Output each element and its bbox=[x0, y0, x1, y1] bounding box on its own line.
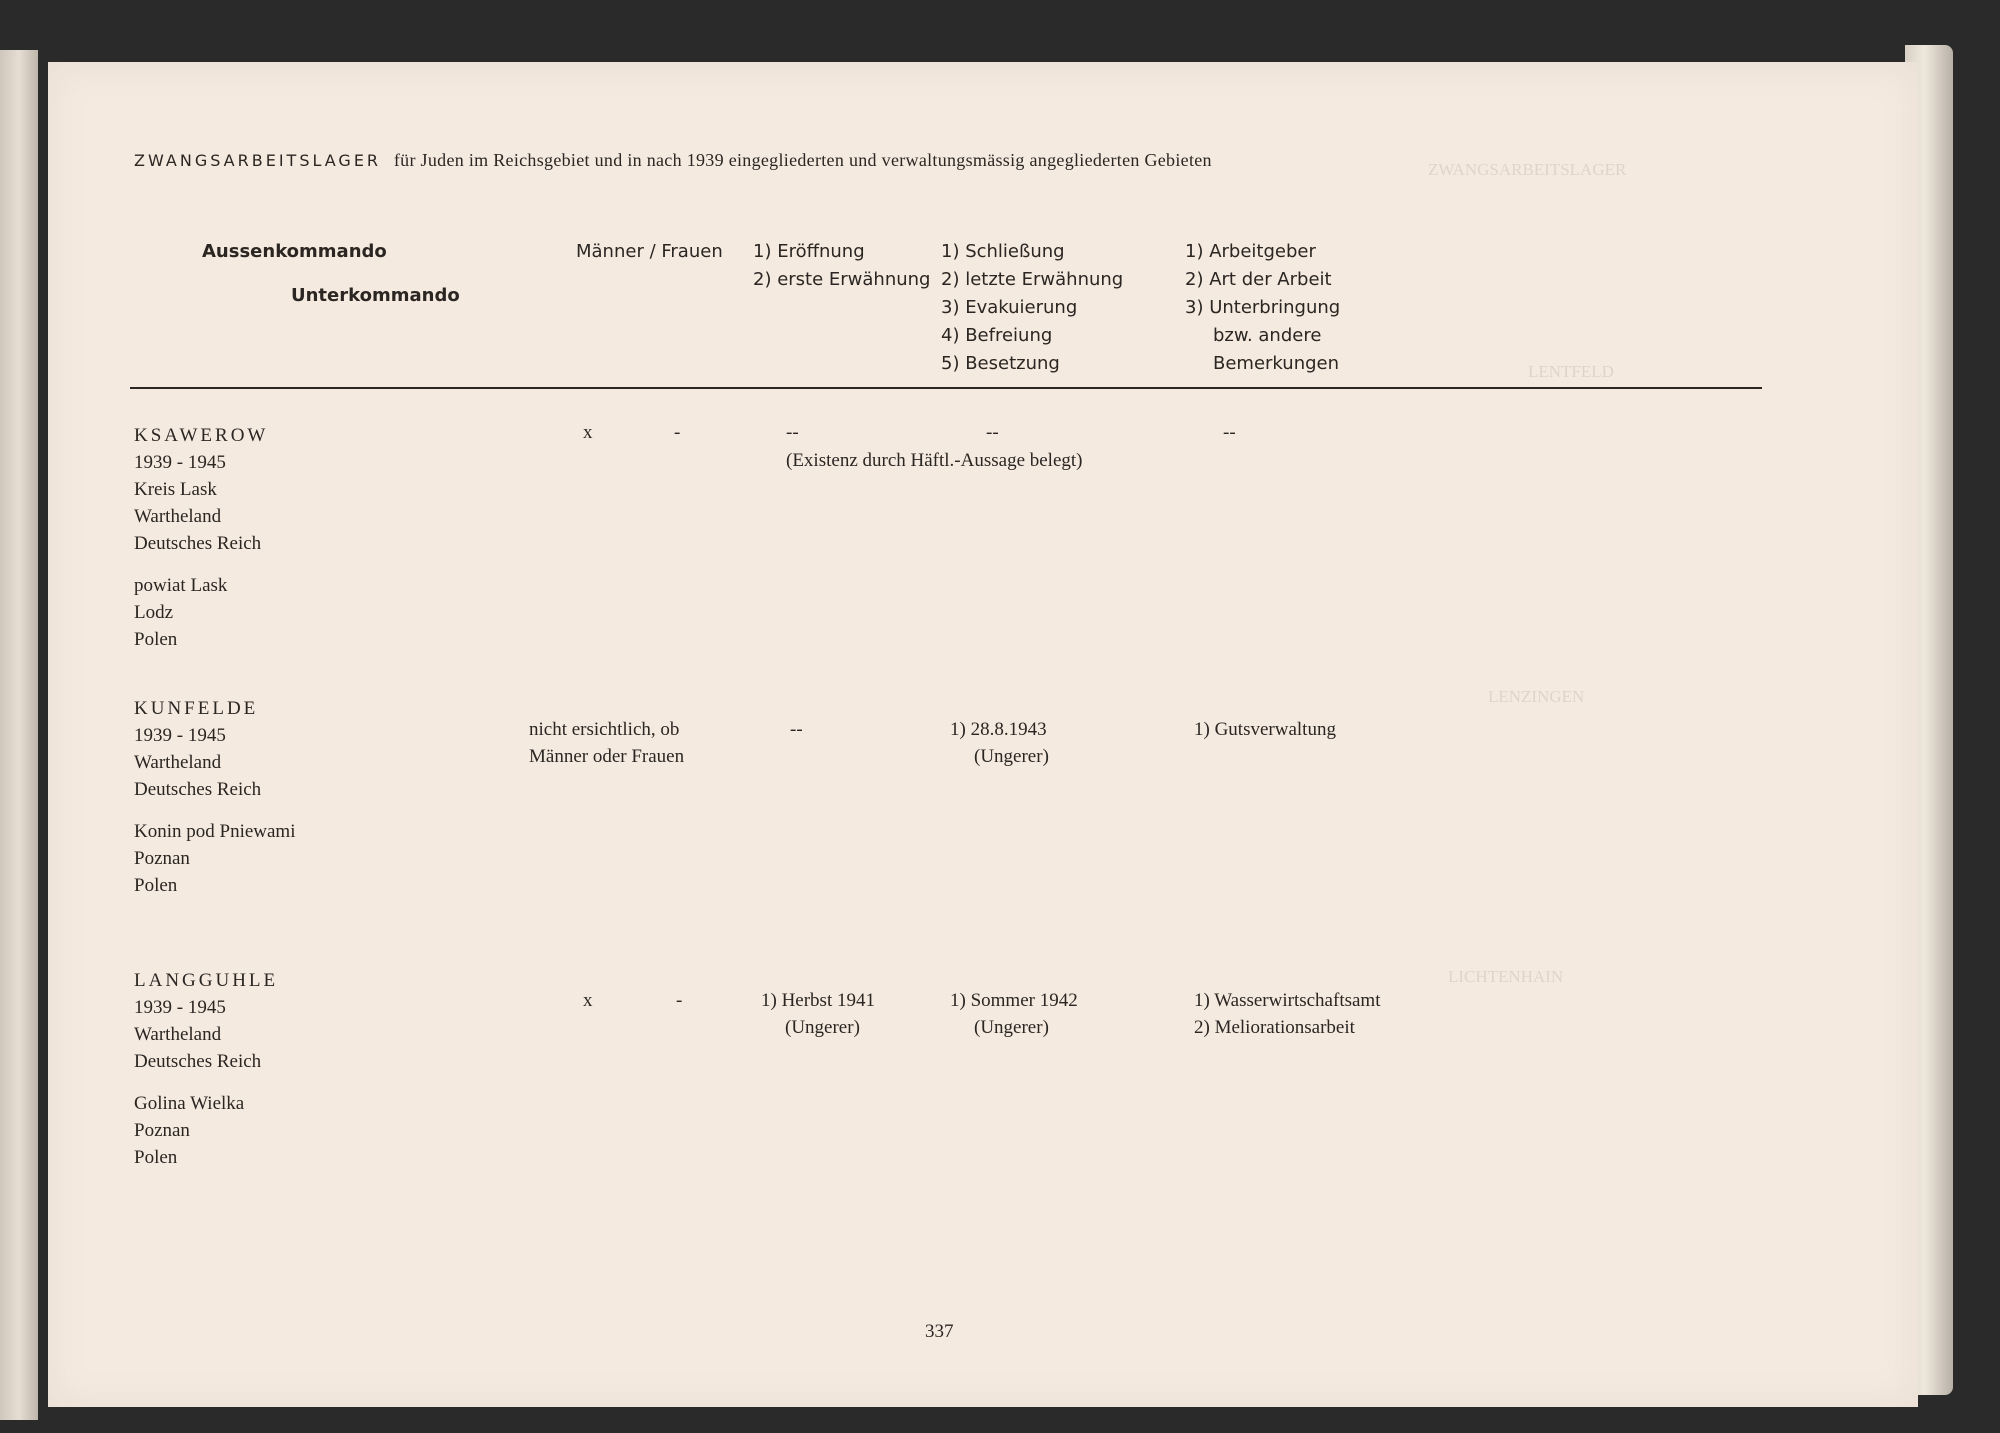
gender-men: x bbox=[583, 990, 593, 1011]
location-line: Poznan bbox=[134, 1120, 190, 1141]
employer-line: 1) Wasserwirtschaftsamt bbox=[1194, 990, 1381, 1011]
location-line: 1939 - 1945 bbox=[134, 452, 226, 473]
header-line: 2) erste Erwähnung bbox=[753, 269, 931, 290]
closing-line: 1) 28.8.1943 bbox=[950, 719, 1047, 740]
camp-name: LANGGUHLE bbox=[134, 970, 279, 991]
header-line: 5) Besetzung bbox=[941, 353, 1060, 374]
location-line: Deutsches Reich bbox=[134, 779, 262, 800]
opening-value: -- bbox=[786, 422, 799, 443]
gender-unclear bbox=[529, 716, 684, 770]
header-line: 4) Befreiung bbox=[941, 325, 1053, 346]
gender-line: nicht ersichtlich, ob bbox=[529, 719, 680, 740]
opening-line: (Ungerer) bbox=[785, 1017, 860, 1038]
bleed-through-text: LENZINGEN bbox=[1488, 687, 1585, 706]
employer-value: 1) Gutsverwaltung bbox=[1194, 719, 1336, 740]
closing-line: (Ungerer) bbox=[974, 1017, 1049, 1038]
entry-ksawerow-location bbox=[134, 422, 268, 653]
header-rule bbox=[130, 387, 1762, 389]
header-aussenkommando: Aussenkommando bbox=[202, 241, 387, 262]
location-line: powiat Lask bbox=[134, 575, 228, 596]
bleed-through-text: LENTFELD bbox=[1528, 362, 1614, 381]
bleed-through-text: LICHTENHAIN bbox=[1448, 967, 1564, 986]
location-line: 1939 - 1945 bbox=[134, 725, 226, 746]
location-line: Wartheland bbox=[134, 752, 222, 773]
header-line: 1) Schließung bbox=[941, 241, 1065, 262]
title-spaced: ZWANGSARBEITSLAGER bbox=[134, 151, 382, 170]
employer-value: -- bbox=[1223, 422, 1236, 443]
gender-women: - bbox=[676, 990, 683, 1011]
opening-col bbox=[761, 987, 875, 1041]
closing-col bbox=[950, 716, 1049, 770]
location-line: Kreis Lask bbox=[134, 479, 217, 500]
header-line: 1) Eröffnung bbox=[753, 241, 865, 262]
location-line: Golina Wielka bbox=[134, 1093, 245, 1114]
page-title bbox=[134, 150, 1212, 171]
header-schliessung-col bbox=[941, 238, 1123, 378]
employer-col bbox=[1194, 987, 1380, 1041]
employer-line: 2) Meliorationsarbeit bbox=[1194, 1017, 1355, 1038]
closing-col bbox=[950, 987, 1078, 1041]
header-line: 2) Art der Arbeit bbox=[1185, 269, 1332, 290]
entry-langguhle-location bbox=[134, 967, 278, 1171]
location-line: Wartheland bbox=[134, 506, 222, 527]
title-rest: für Juden im Reichsgebiet und in nach 1939 eingegliederten und verwaltungsmässig angegliederten Gebieten bbox=[393, 150, 1212, 170]
page-number: 337 bbox=[925, 1321, 954, 1342]
header-arbeitgeber-col bbox=[1185, 238, 1340, 378]
bleed-through-text: ZWANGSARBEITSLAGER bbox=[1428, 160, 1627, 179]
closing-line: (Ungerer) bbox=[974, 746, 1049, 767]
location-line: Polen bbox=[134, 875, 178, 896]
location-line: Poznan bbox=[134, 848, 190, 869]
header-line: 1) Arbeitgeber bbox=[1185, 241, 1316, 262]
opening-line: 1) Herbst 1941 bbox=[761, 990, 875, 1011]
header-unterkommando: Unterkommando bbox=[291, 285, 460, 306]
camp-name: KUNFELDE bbox=[134, 698, 259, 719]
header-eroeffnung-col bbox=[753, 238, 931, 294]
camp-name: KSAWEROW bbox=[134, 425, 269, 446]
gender-line: Männer oder Frauen bbox=[529, 746, 685, 767]
book-left-edge bbox=[0, 50, 38, 1420]
location-line: Polen bbox=[134, 629, 178, 650]
gender-women: - bbox=[674, 422, 681, 443]
location-line: Lodz bbox=[134, 602, 174, 623]
closing-line: 1) Sommer 1942 bbox=[950, 990, 1078, 1011]
header-line: 3) Unterbringung bbox=[1185, 297, 1341, 318]
header-maenner-frauen: Männer / Frauen bbox=[576, 241, 723, 262]
document-page bbox=[48, 62, 1918, 1407]
header-line: bzw. andere bbox=[1213, 325, 1322, 346]
closing-value: -- bbox=[986, 422, 999, 443]
location-line: 1939 - 1945 bbox=[134, 997, 226, 1018]
header-line: 3) Evakuierung bbox=[941, 297, 1078, 318]
opening-value: -- bbox=[790, 719, 803, 740]
location-line: Polen bbox=[134, 1147, 178, 1168]
header-line: Bemerkungen bbox=[1213, 353, 1340, 374]
header-line: 2) letzte Erwähnung bbox=[941, 269, 1124, 290]
gender-men: x bbox=[583, 422, 593, 443]
location-line: Konin pod Pniewami bbox=[134, 821, 296, 842]
location-line: Wartheland bbox=[134, 1024, 222, 1045]
existence-note: (Existenz durch Häftl.-Aussage belegt) bbox=[786, 450, 1083, 471]
location-line: Deutsches Reich bbox=[134, 533, 262, 554]
location-line: Deutsches Reich bbox=[134, 1051, 262, 1072]
entry-kunfelde-location bbox=[134, 695, 296, 899]
